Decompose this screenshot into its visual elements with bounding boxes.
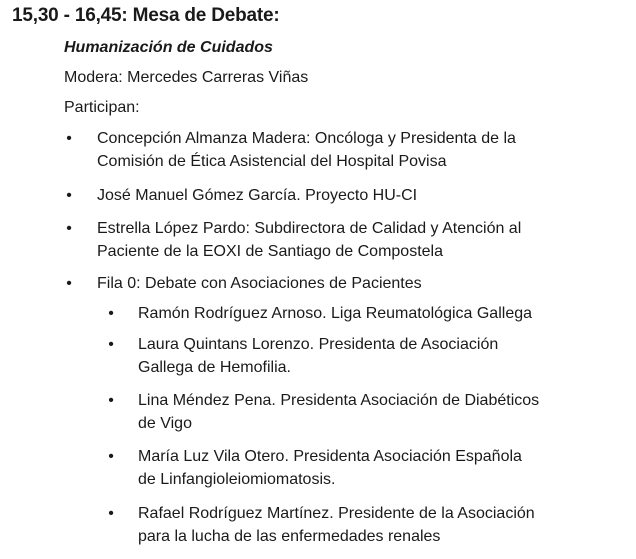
bullet-icon: • xyxy=(108,305,114,322)
association-text xyxy=(138,333,498,379)
bullet-icon: • xyxy=(108,448,114,465)
bullet-icon: • xyxy=(66,220,72,237)
association-text xyxy=(138,389,539,435)
bullet-icon: • xyxy=(66,130,72,147)
participants-label: Participan: xyxy=(64,99,140,116)
association-text xyxy=(138,302,532,325)
participant-text xyxy=(97,184,417,207)
association-text xyxy=(138,502,535,548)
session-heading: 15,30 - 16,45: Mesa de Debate: xyxy=(12,5,280,26)
association-line: María Luz Vila Otero. Presidenta Asociación Española xyxy=(138,448,522,465)
association-line: Lina Méndez Pena. Presidenta Asociación de Diabéticos xyxy=(138,392,540,409)
bullet-icon: • xyxy=(108,392,114,409)
association-line: Rafael Rodríguez Martínez. Presidente de la Asociación xyxy=(138,505,535,522)
participant-line: Comisión de Ética Asistencial del Hospital Povisa xyxy=(97,153,447,170)
bullet-icon: • xyxy=(66,187,72,204)
participant-line: Paciente de la EOXI de Santiago de Compostela xyxy=(97,243,443,260)
participant-line: Fila 0: Debate con Asociaciones de Pacientes xyxy=(97,275,422,292)
bullet-icon: • xyxy=(108,336,114,353)
participant-text xyxy=(97,272,422,295)
association-text xyxy=(138,445,522,491)
moderator-line: Modera: Mercedes Carreras Viñas xyxy=(64,69,309,86)
association-line: de Linfangioleiomiomatosis. xyxy=(138,471,336,488)
participant-text xyxy=(97,127,516,173)
bullet-icon: • xyxy=(108,505,114,522)
association-line: de Vigo xyxy=(138,415,192,432)
association-line: para la lucha de las enfermedades renales xyxy=(138,528,441,545)
session-subtitle: Humanización de Cuidados xyxy=(64,39,273,56)
participant-line: Concepción Almanza Madera: Oncóloga y Presidenta de la xyxy=(97,130,516,147)
association-line: Ramón Rodríguez Arnoso. Liga Reumatológica Gallega xyxy=(138,305,533,322)
association-line: Gallega de Hemofilia. xyxy=(138,359,291,376)
participant-line: José Manuel Gómez García. Proyecto HU-CI xyxy=(97,187,418,204)
participant-text xyxy=(97,217,521,263)
association-line: Laura Quintans Lorenzo. Presidenta de Asociación xyxy=(138,336,499,353)
participant-line: Estrella López Pardo: Subdirectora de Calidad y Atención al xyxy=(97,220,522,237)
bullet-icon: • xyxy=(66,275,72,292)
